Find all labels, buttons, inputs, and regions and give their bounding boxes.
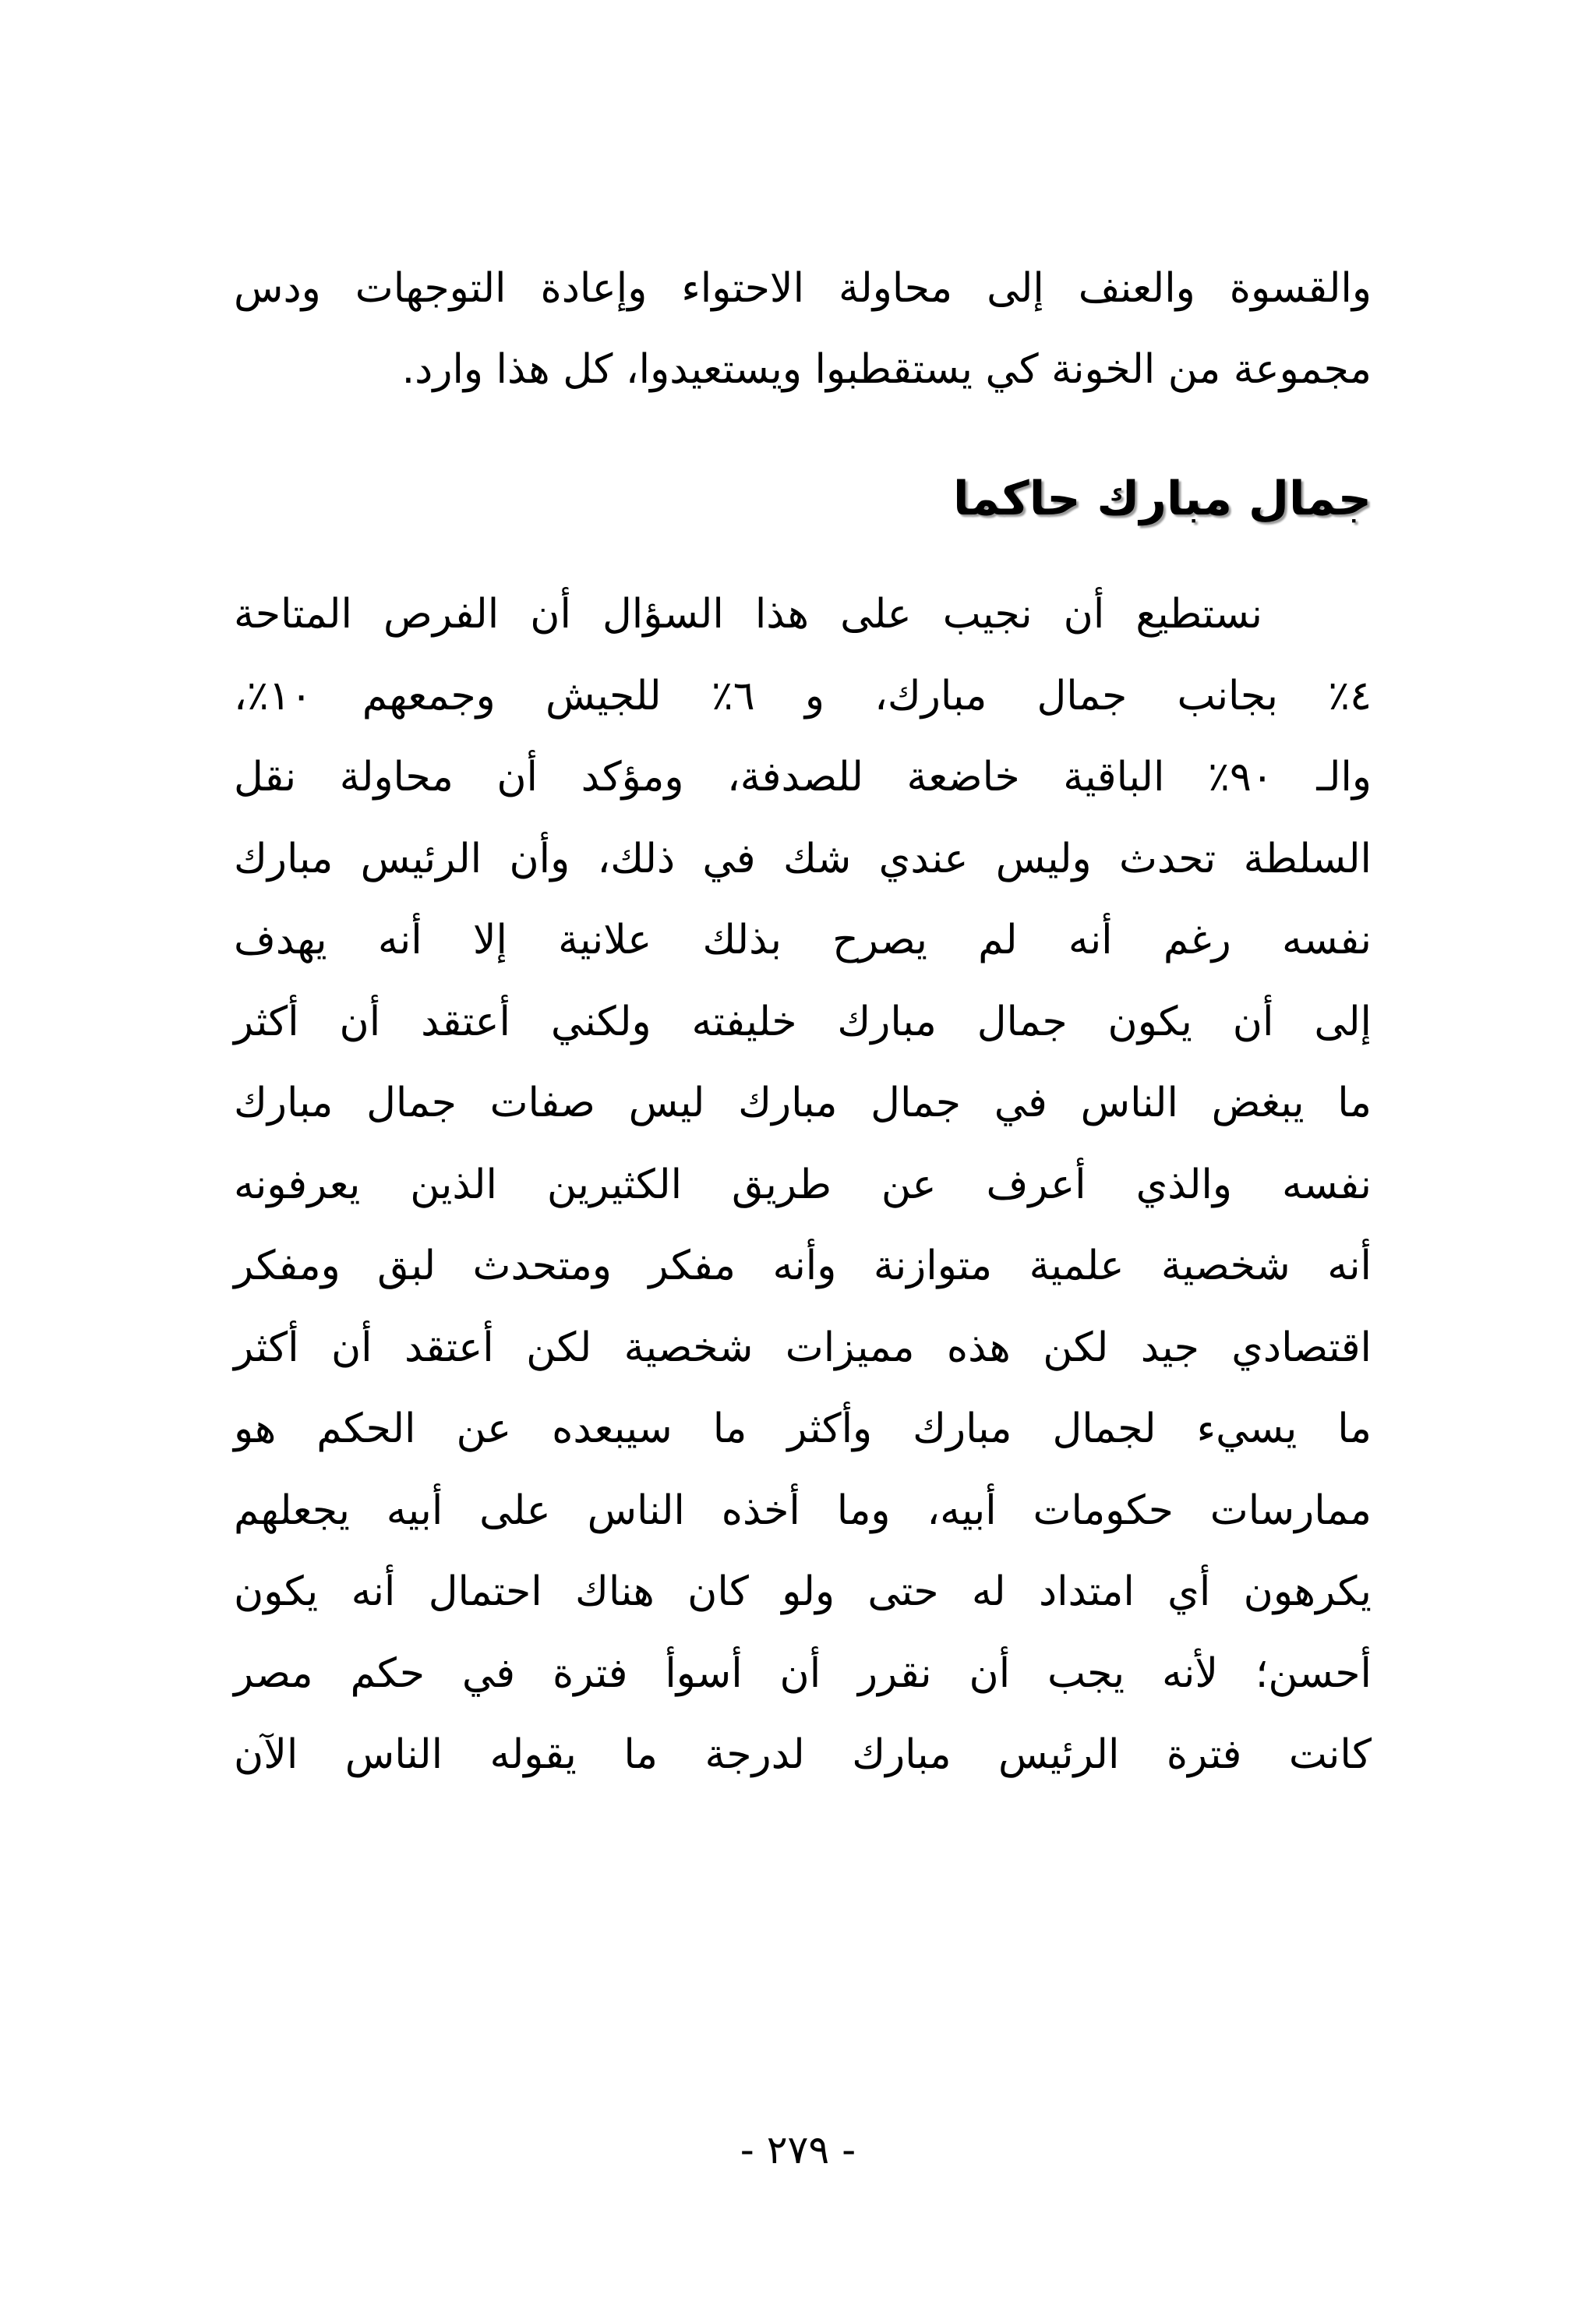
body-line: نفسه والذي أعرف عن طريق الكثيرين الذين يعرفونه bbox=[234, 1161, 1372, 1208]
body-line: ٤٪ بجانب جمال مبارك، و ٦٪ للجيش وجمعهم ١٠٪، bbox=[234, 672, 1372, 719]
body-line: إلى أن يكون جمال مبارك خليفته ولكني أعتقد أن أكثر bbox=[234, 998, 1372, 1045]
body-line: والـ ٩٠٪ الباقية خاضعة للصدفة، ومؤكد أن محاولة نقل bbox=[234, 754, 1372, 801]
body-line: السلطة تحدث وليس عندي شك في ذلك، وأن الرئيس مبارك bbox=[234, 835, 1372, 882]
body-line: اقتصادي جيد لكن هذه مميزات شخصية لكن أعتقد أن أكثر bbox=[234, 1324, 1372, 1371]
section-heading: جمال مبارك حاكما bbox=[953, 472, 1372, 526]
body-line: يكرهون أي امتداد له حتى ولو كان هناك احتمال أنه يكون bbox=[234, 1568, 1372, 1615]
body-paragraph bbox=[234, 574, 1372, 1796]
page-number: - ٢٧٩ - bbox=[740, 2127, 856, 2172]
body-line: ما يبغض الناس في جمال مبارك ليس صفات جمال مبارك bbox=[234, 1080, 1372, 1126]
body-line: أنه شخصية علمية متوازنة وأنه مفكر ومتحدث لبق ومفكر bbox=[234, 1243, 1372, 1289]
intro-line: مجموعة من الخونة كي يستقطبوا ويستعيدوا، كل هذا وارد. bbox=[401, 346, 1372, 393]
intro-line: والقسوة والعنف إلى محاولة الاحتواء وإعادة التوجهات ودس bbox=[234, 265, 1372, 312]
body-line: نفسه رغم أنه لم يصرح بذلك علانية إلا أنه يهدف bbox=[234, 917, 1372, 963]
body-line: ما يسيء لجمال مبارك وأكثر ما سيبعده عن الحكم هو bbox=[234, 1405, 1372, 1452]
body-line: أحسن؛ لأنه يجب أن نقرر أن أسوأ فترة في حكم مصر bbox=[234, 1649, 1372, 1697]
body-line: نستطيع أن نجيب على هذا السؤال أن الفرص المتاحة bbox=[234, 591, 1262, 638]
intro-paragraph bbox=[234, 248, 1372, 410]
body-line: ممارسات حكومات أبيه، وما أخذه الناس على أبيه يجعلهم bbox=[234, 1487, 1372, 1534]
body-line: كانت فترة الرئيس مبارك لدرجة ما يقوله الناس الآن bbox=[234, 1731, 1372, 1778]
